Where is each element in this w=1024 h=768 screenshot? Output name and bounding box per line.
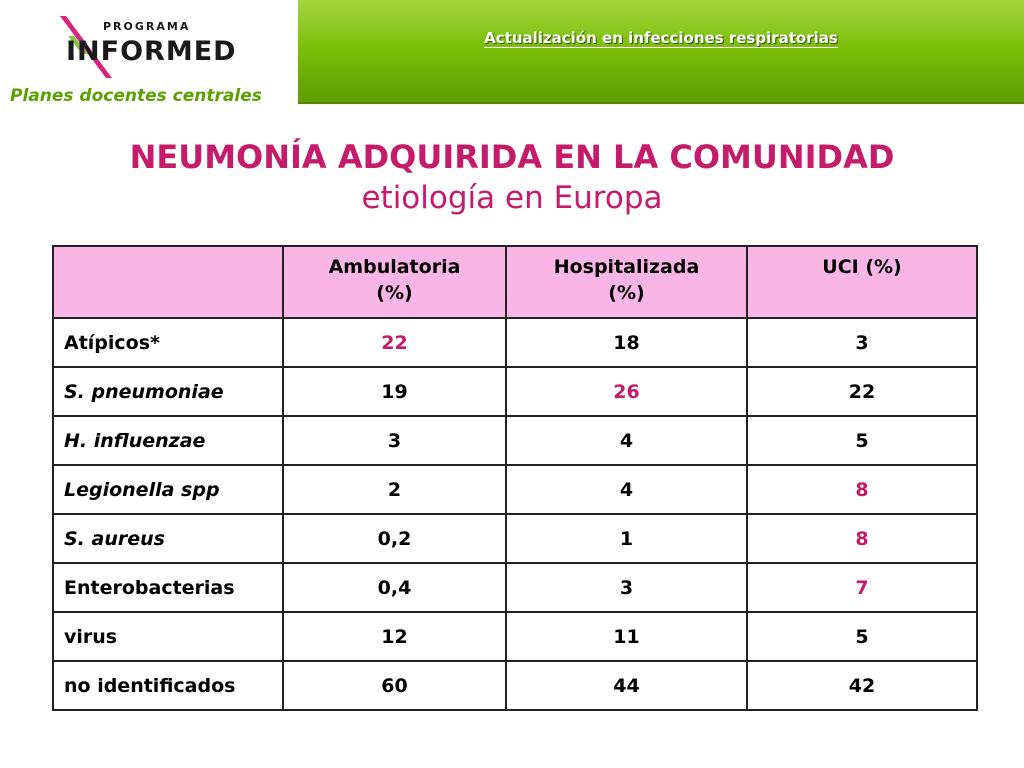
page-subtitle: etiología en Europa [361,180,663,216]
table-row [53,318,977,367]
table-row [53,563,977,612]
table-row [53,367,977,416]
table-cell: 3 [506,563,747,612]
table-cell: 22 [747,367,977,416]
table-header-row [53,246,977,318]
table-cell: 3 [283,416,506,465]
table-cell: 60 [283,661,506,710]
row-label: Enterobacterias [53,563,283,612]
row-label: no identificados [53,661,283,710]
table-cell: 44 [506,661,747,710]
table-cell: 7 [747,563,977,612]
table-cell: 22 [283,318,506,367]
table-row [53,612,977,661]
informed-logo [58,14,248,80]
table-cell: 1 [506,514,747,563]
row-label: virus [53,612,283,661]
etiology-table [52,245,978,711]
table-cell: 8 [747,514,977,563]
logo-small-text: PROGRAMA [103,20,191,33]
table-cell: 5 [747,612,977,661]
row-label: Legionella spp [53,465,283,514]
table-row [53,514,977,563]
row-label: H. influenzae [53,416,283,465]
table-cell: 5 [747,416,977,465]
table-cell: 19 [283,367,506,416]
table-row [53,661,977,710]
table-cell: 12 [283,612,506,661]
table-cell: 4 [506,465,747,514]
table-cell: 18 [506,318,747,367]
banner-title [298,29,1024,47]
row-label: Atípicos* [53,318,283,367]
page-title: NEUMONÍA ADQUIRIDA EN LA COMUNIDAD [129,138,895,176]
table-row [53,416,977,465]
column-header: UCI (%) [747,246,977,318]
table-cell: 2 [283,465,506,514]
column-header: Hospitalizada (%) [506,246,747,318]
table-cell: 11 [506,612,747,661]
header-banner [298,0,1024,104]
header-logo-area [0,0,298,110]
column-header: Ambulatoria (%) [283,246,506,318]
table-cell: 0,4 [283,563,506,612]
row-label: S. aureus [53,514,283,563]
banner-title-text: Actualización en infecciones respiratorias [484,29,838,47]
table-cell: 3 [747,318,977,367]
row-label: S. pneumoniae [53,367,283,416]
table-cell: 4 [506,416,747,465]
table-cell: 42 [747,661,977,710]
column-header [53,246,283,318]
table-cell: 8 [747,465,977,514]
table-row [53,465,977,514]
table-cell: 26 [506,367,747,416]
table-cell: 0,2 [283,514,506,563]
logo-big-text: INFORMED [66,36,237,67]
tagline: Planes docentes centrales [10,86,262,106]
